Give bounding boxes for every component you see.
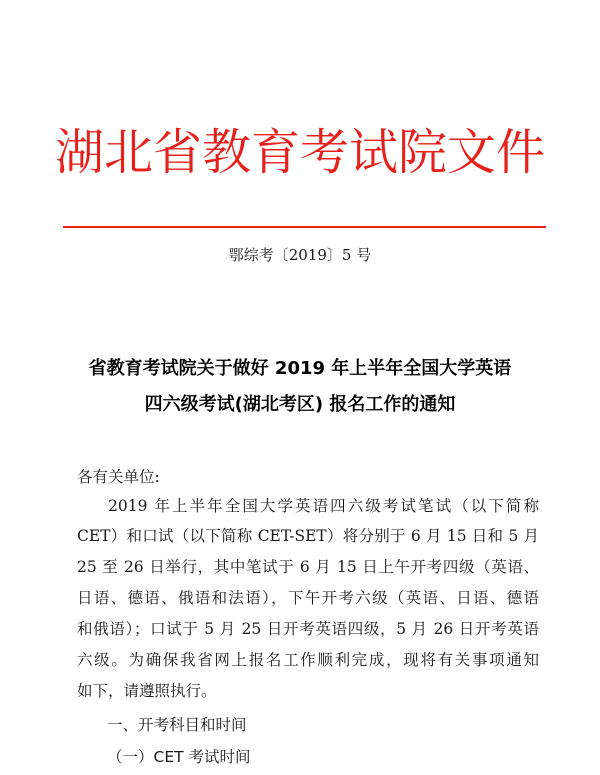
document-number: 鄂综考〔2019〕5 号	[228, 246, 372, 264]
addressee: 各有关单位:	[77, 468, 160, 486]
paragraph-line: CET）和口试（以下简称 CET-SET）将分别于 6 月 15 日和 5 月	[77, 527, 539, 545]
paragraph-line: 2019 年上半年全国大学英语四六级考试笔试（以下简称	[108, 497, 539, 515]
paragraph-line: 如下，请遵照执行。	[77, 682, 217, 700]
document-header-title: 湖北省教育考试院文件	[54, 124, 545, 181]
section-heading: 一、开考科目和时间	[107, 716, 247, 734]
header-red-divider	[63, 226, 546, 228]
paragraph-line: 和俄语）；口试于 5 月 25 日开考英语四级，5 月 26 日开考英语	[77, 620, 539, 638]
paragraph-line: 25 至 26 日举行，其中笔试于 6 月 15 日上午开考四级（英语、	[77, 558, 539, 576]
notice-title-line-2: 四六级考试(湖北考区) 报名工作的通知	[144, 394, 456, 415]
subsection-heading: （一）CET 考试时间	[107, 748, 251, 766]
paragraph-line: 日语、德语、俄语和法语），下午开考六级（英语、日语、德语	[77, 589, 539, 607]
notice-title-line-1: 省教育考试院关于做好 2019 年上半年全国大学英语	[88, 358, 512, 379]
paragraph-line: 六级。为确保我省网上报名工作顺利完成，现将有关事项通知	[77, 651, 539, 669]
